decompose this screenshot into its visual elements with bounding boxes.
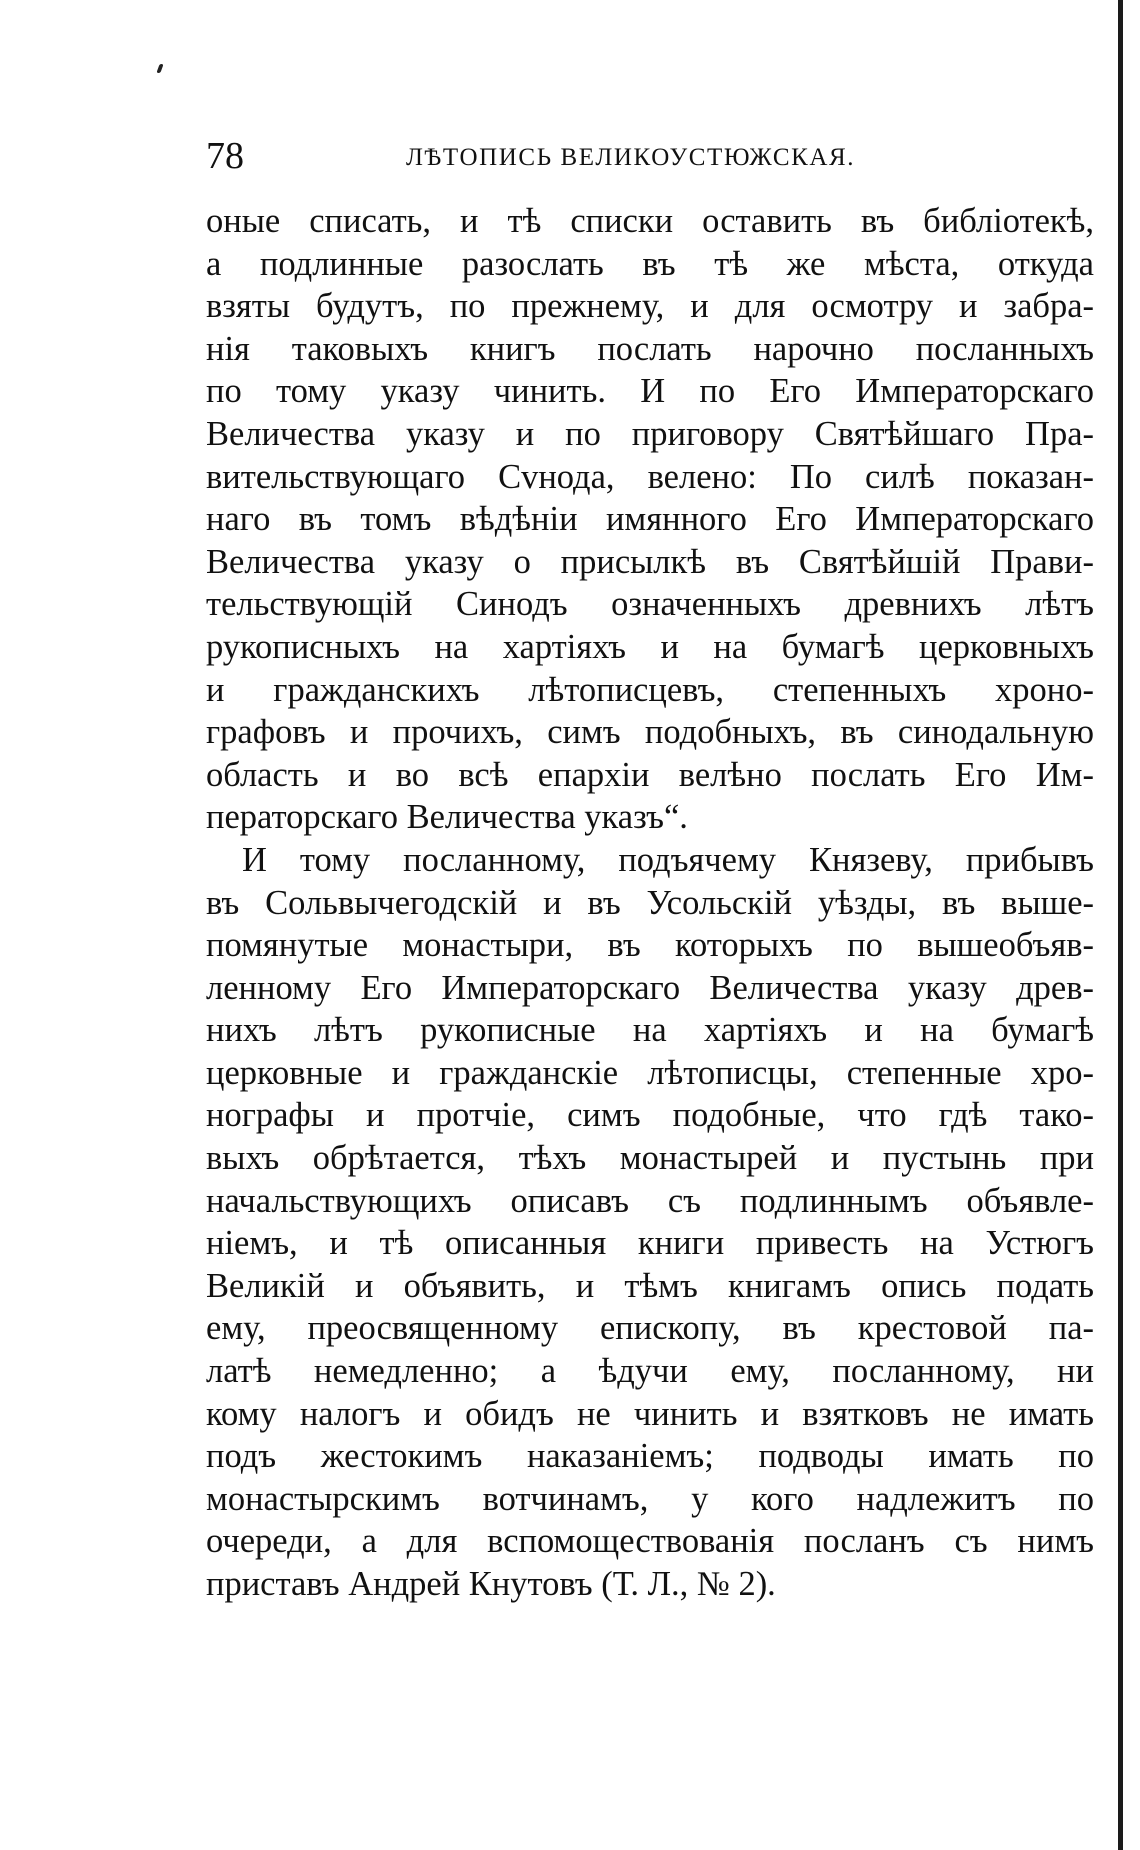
page-header xyxy=(206,134,1090,178)
text-line: Величества указу о присылкѣ въ Святѣйшій Прави- xyxy=(206,542,1094,581)
text-line: рукописныхъ на хартіяхъ и на бумагѣ церковныхъ xyxy=(206,627,1094,666)
text-line: оные списать, и тѣ списки оставить въ библіотекѣ, xyxy=(206,202,1094,240)
ink-speck xyxy=(156,64,163,73)
running-title: ЛѢТОПИСЬ ВЕЛИКОУСТЮЖСКАЯ. xyxy=(406,144,856,171)
text-line: и гражданскихъ лѣтописцевъ, степенныхъ хроно- xyxy=(206,670,1094,709)
text-line: вительствующаго Сvнода, велено: По силѣ показан- xyxy=(206,457,1094,496)
paragraph-end-line: ператорскаго Величества указъ“. xyxy=(206,798,688,837)
page-number: 78 xyxy=(206,135,244,177)
text-line: помянутые монастыри, въ которыхъ по вышеобъяв- xyxy=(206,926,1094,965)
text-line: въ Сольвычегодскій и въ Усольскій уѣзды, въ выше- xyxy=(206,883,1094,922)
text-line: графовъ и прочихъ, симъ подобныхъ, въ синодальную xyxy=(206,713,1094,752)
text-line: взяты будутъ, по прежнему, и для осмотру и забра- xyxy=(206,287,1094,326)
text-line: выхъ обрѣтается, тѣхъ монастырей и пустынь при xyxy=(206,1139,1094,1178)
text-line: ему, преосвященному епископу, въ крестовой па- xyxy=(206,1309,1094,1348)
text-line: церковные и гражданскіе лѣтописцы, степенные хро- xyxy=(206,1053,1094,1092)
body-text xyxy=(206,200,1094,1606)
text-line: монастырскимъ вотчинамъ, у кого надлежитъ по xyxy=(206,1479,1094,1518)
text-line: латѣ немедленно; а ѣдучи ему, посланному, ни xyxy=(206,1352,1094,1391)
text-line: Великій и объявить, и тѣмъ книгамъ опись подать xyxy=(206,1266,1094,1305)
paragraph-end-line: приставъ Андрей Кнутовъ (Т. Л., № 2). xyxy=(206,1565,776,1603)
page-edge-rule xyxy=(1118,0,1123,1850)
text-line: нихъ лѣтъ рукописные на хартіяхъ и на бумагѣ xyxy=(206,1011,1094,1050)
text-line: ніемъ, и тѣ описанныя книги привесть на Устюгъ xyxy=(206,1224,1094,1263)
text-line: очереди, а для вспомоществованія посланъ съ нимъ xyxy=(206,1522,1094,1561)
text-line: тельствующій Синодъ означенныхъ древнихъ лѣтъ xyxy=(206,585,1094,624)
text-line: кому налогъ и обидъ не чинить и взятковъ не имать xyxy=(206,1394,1094,1433)
text-line: область и во всѣ епархіи велѣно послать Его Им- xyxy=(206,755,1094,794)
text-line: Величества указу и по приговору Святѣйшаго Пра- xyxy=(206,414,1094,453)
text-line: нографы и протчіе, симъ подобные, что гдѣ тако- xyxy=(206,1096,1094,1135)
text-line: а подлинные разослать въ тѣ же мѣста, откуда xyxy=(206,244,1094,283)
text-line: ленному Его Императорскаго Величества указу древ- xyxy=(206,968,1094,1007)
text-line: подъ жестокимъ наказаніемъ; подводы имать по xyxy=(206,1437,1094,1476)
text-line: наго въ томъ вѣдѣніи имянного Его Императорскаго xyxy=(206,500,1094,539)
text-line: по тому указу чинить. И по Его Императорскаго xyxy=(206,372,1094,411)
paragraph-start-line: И тому посланному, подъячему Князеву, прибывъ xyxy=(242,840,1094,879)
text-line: нія таковыхъ книгъ послать нарочно посланныхъ xyxy=(206,329,1094,368)
text-line: начальствующихъ описавъ съ подлиннымъ объявле- xyxy=(206,1181,1094,1220)
